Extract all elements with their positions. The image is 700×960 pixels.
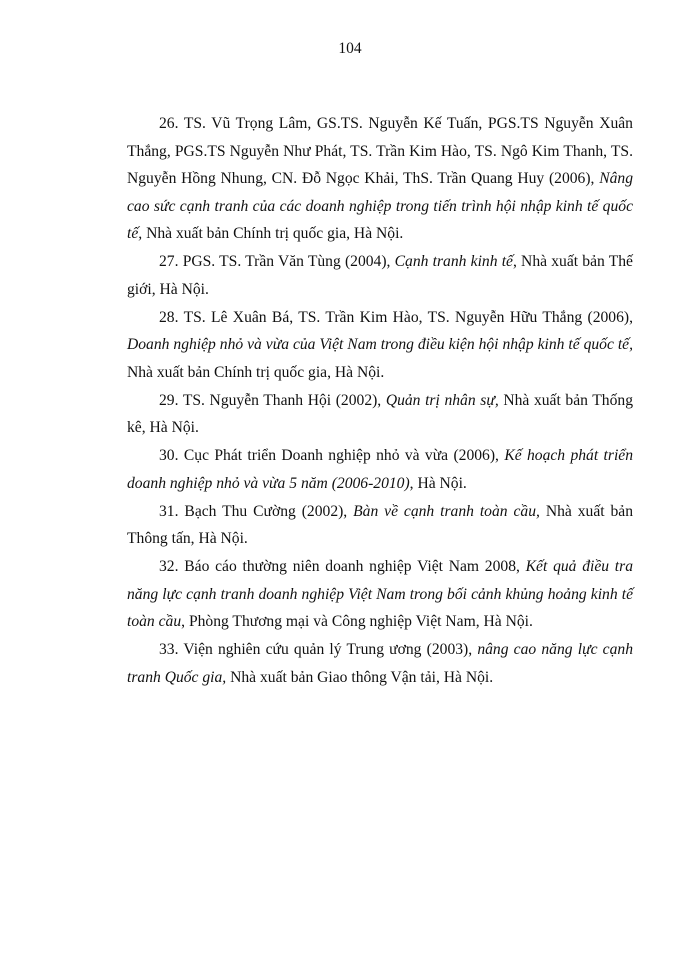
reference-item [127,387,633,442]
reference-authors: TS. Lê Xuân Bá, TS. Trần Kim Hào, TS. Nguyễn Hữu Thắng (2006), [183,308,633,326]
reference-item [127,553,633,636]
reference-item [127,636,633,691]
reference-item [127,248,633,303]
reference-list [127,110,633,691]
reference-title: Kết quả điều tra năng lực cạnh tranh doanh nghiệp Việt Nam trong bối cảnh khủng hoảng kinh tế toàn cầu [127,558,634,630]
reference-number: 32. [159,558,179,575]
reference-authors: TS. Vũ Trọng Lâm, GS.TS. Nguyễn Kế Tuấn, PGS.TS Nguyễn Xuân Thắng, PGS.TS Nguyễn Như Phát, TS. Trần Kim Hào, TS. Ngô Kim Thanh, TS. Nguyễn Hồng Nhung, CN. Đỗ Ngọc Khải, ThS. Trần Quang Huy (2006), [127,115,633,187]
reference-authors: Viện nghiên cứu quản lý Trung ương (2003), [183,641,473,658]
reference-authors: PGS. TS. Trần Văn Tùng (2004), [182,253,391,270]
reference-number: 29. [159,391,179,409]
reference-publisher: , Nhà xuất bản Thế giới, Hà Nội. [127,253,633,298]
reference-title: Kế hoạch phát triển doanh nghiệp nhỏ và vừa 5 năm (2006-2010) [127,447,633,492]
reference-number: 30. [159,447,179,464]
reference-title: Nâng cao sức cạnh tranh của các doanh nghiệp trong tiến trình hội nhập kinh tế quốc tế, [127,170,633,242]
reference-number: 31. [159,502,179,520]
reference-publisher: Nhà xuất bản Giao thông Vận tải, Hà Nội. [230,668,494,686]
reference-authors: TS. Nguyễn Thanh Hội (2002), [182,391,382,409]
reference-authors: Bạch Thu Cường (2002), [184,502,348,520]
reference-publisher: Nhà xuất bản Chính trị quốc gia, Hà Nội. [127,363,385,381]
reference-authors: Báo cáo thường niên doanh nghiệp Việt Nam 2008, [184,558,520,575]
page-number: 104 [338,40,362,57]
reference-number: 27. [159,253,179,270]
reference-title: nâng cao năng lực cạnh tranh Quốc gia, [127,641,633,686]
reference-item [127,442,633,497]
reference-authors: Cục Phát triển Doanh nghiệp nhỏ và vừa (2006), [183,447,499,464]
reference-item [127,304,633,387]
reference-number: 33. [159,641,179,658]
reference-publisher: , Phòng Thương mại và Công nghiệp Việt Nam, Hà Nội. [181,613,533,630]
reference-item [127,110,633,248]
reference-number: 28. [159,308,179,326]
reference-publisher: Nhà xuất bản Chính trị quốc gia, Hà Nội. [146,225,404,242]
reference-item [127,498,633,553]
reference-publisher: , Hà Nội. [409,474,467,492]
reference-title: Bàn về cạnh tranh toàn cầu, [353,502,540,520]
reference-number: 26. [159,115,179,132]
reference-title: Cạnh tranh kinh tế [394,253,513,270]
reference-publisher: Nhà xuất bản Thống kê, Hà Nội. [127,391,633,436]
reference-title: Quản trị nhân sự, [385,391,499,409]
reference-title: Doanh nghiệp nhỏ và vừa của Việt Nam trong điều kiện hội nhập kinh tế quốc tế, [127,336,633,353]
reference-publisher: Nhà xuất bản Thông tấn, Hà Nội. [127,502,633,547]
